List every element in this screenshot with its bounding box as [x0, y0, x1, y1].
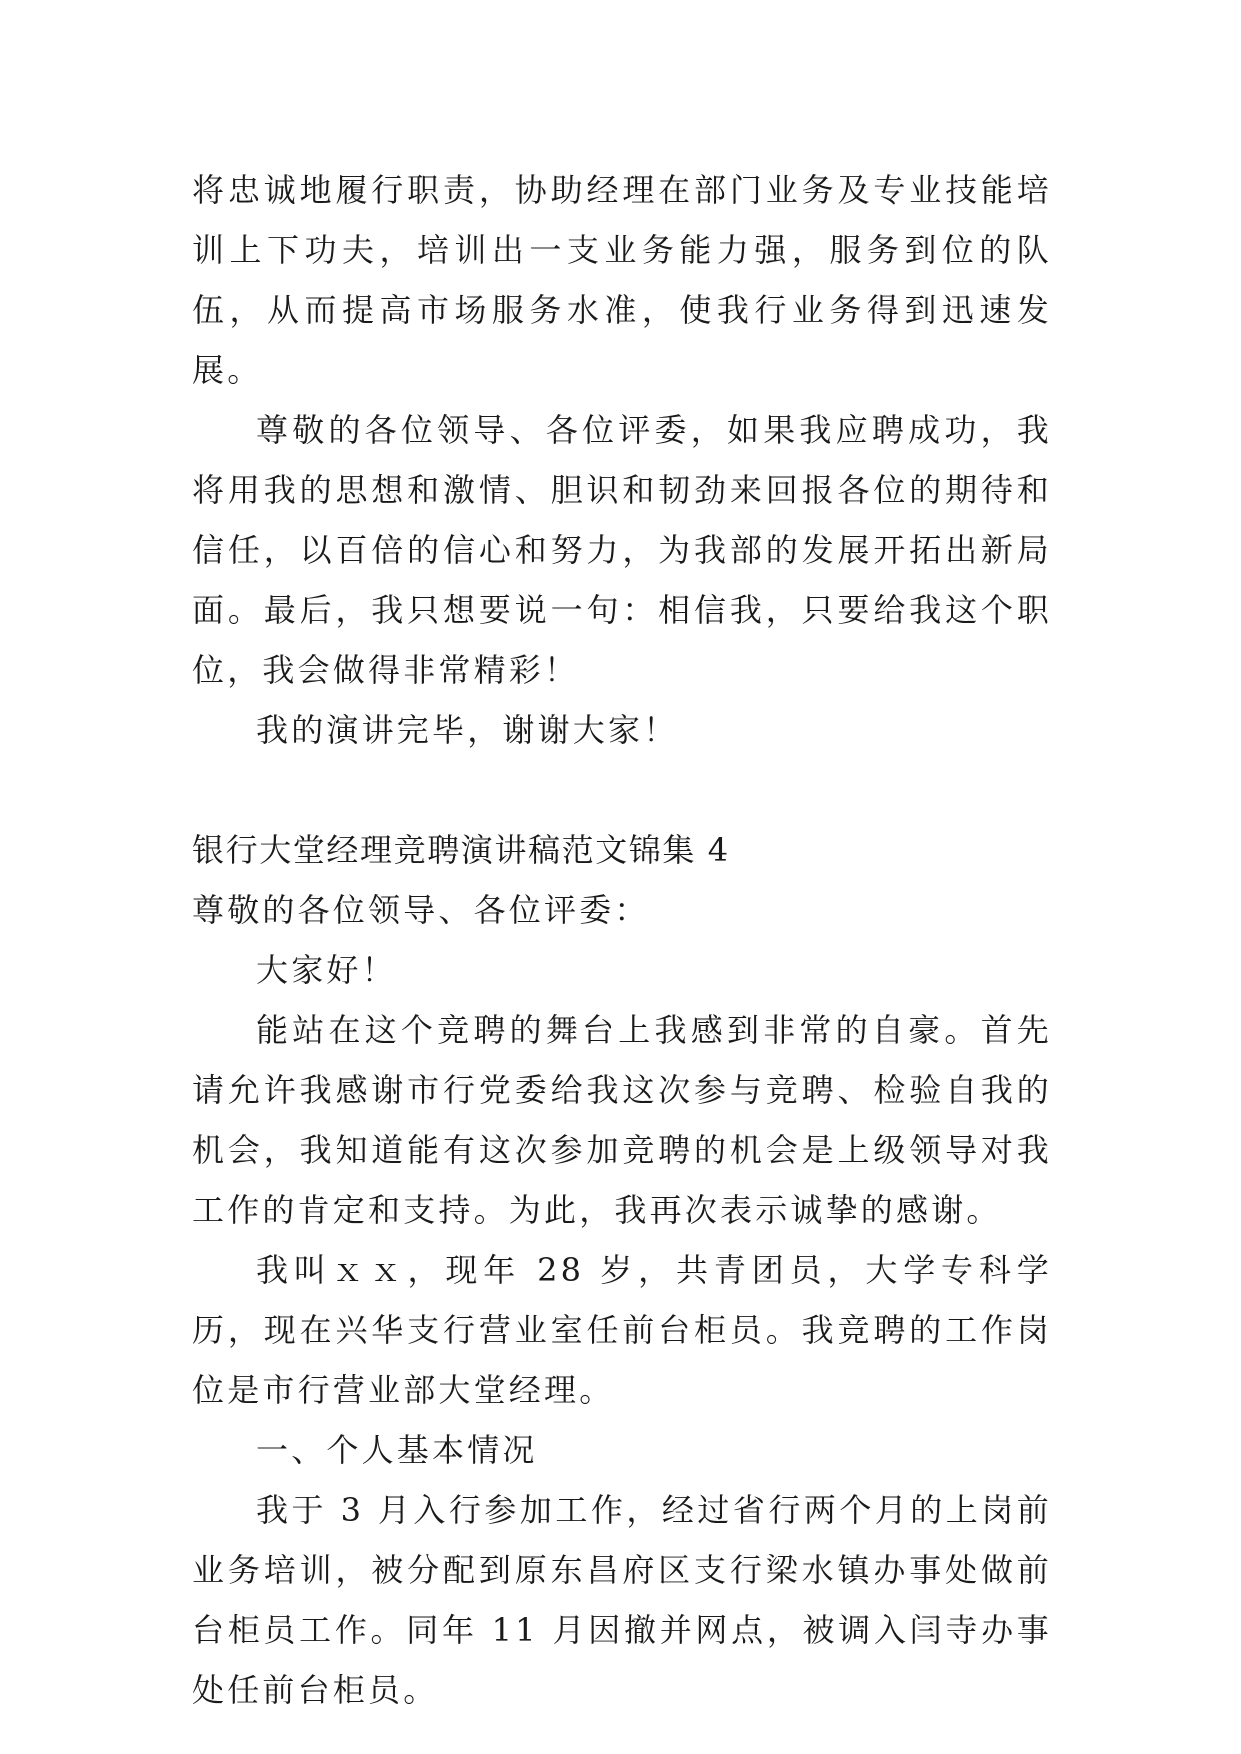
section-heading-personal-info: 一、个人基本情况	[256, 1431, 538, 1469]
document-body	[192, 160, 1052, 1720]
paragraph-body-2: 我叫ｘｘ，现年 28 岁，共青团员，大学专科学历，现在兴华支行营业室任前台柜员。我竞聘的工作岗位是市行营业部大堂经理。	[192, 1251, 1052, 1409]
paragraph-closing: 我的演讲完毕，谢谢大家！	[256, 711, 679, 749]
paragraph-body-3: 我于 3 月入行参加工作，经过省行两个月的上岗前业务培训，被分配到原东昌府区支行梁水镇办事处做前台柜员工作。同年 11 月因撤并网点，被调入闫寺办事处任前台柜员。	[192, 1491, 1052, 1709]
salutation: 尊敬的各位领导、各位评委：	[192, 891, 650, 929]
paragraph-continuation-2: 尊敬的各位领导、各位评委，如果我应聘成功，我将用我的思想和激情、胆识和韧劲来回报各位的期待和信任，以百倍的信心和努力，为我部的发展开拓出新局面。最后，我只想要说一句：相信我，只要给我这个职位，我会做得非常精彩！	[192, 411, 1052, 689]
greeting: 大家好！	[256, 951, 397, 989]
paragraph-continuation-1: 将忠诚地履行职责，协助经理在部门业务及专业技能培训上下功夫，培训出一支业务能力强，服务到位的队伍，从而提高市场服务水准，使我行业务得到迅速发展。	[192, 171, 1052, 389]
section-title: 银行大堂经理竞聘演讲稿范文锦集 4	[192, 831, 730, 869]
section-gap	[192, 760, 1052, 820]
paragraph-body-1: 能站在这个竞聘的舞台上我感到非常的自豪。首先请允许我感谢市行党委给我这次参与竞聘、检验自我的机会，我知道能有这次参加竞聘的机会是上级领导对我工作的肯定和支持。为此，我再次表示诚挚的感谢。	[192, 1011, 1052, 1229]
